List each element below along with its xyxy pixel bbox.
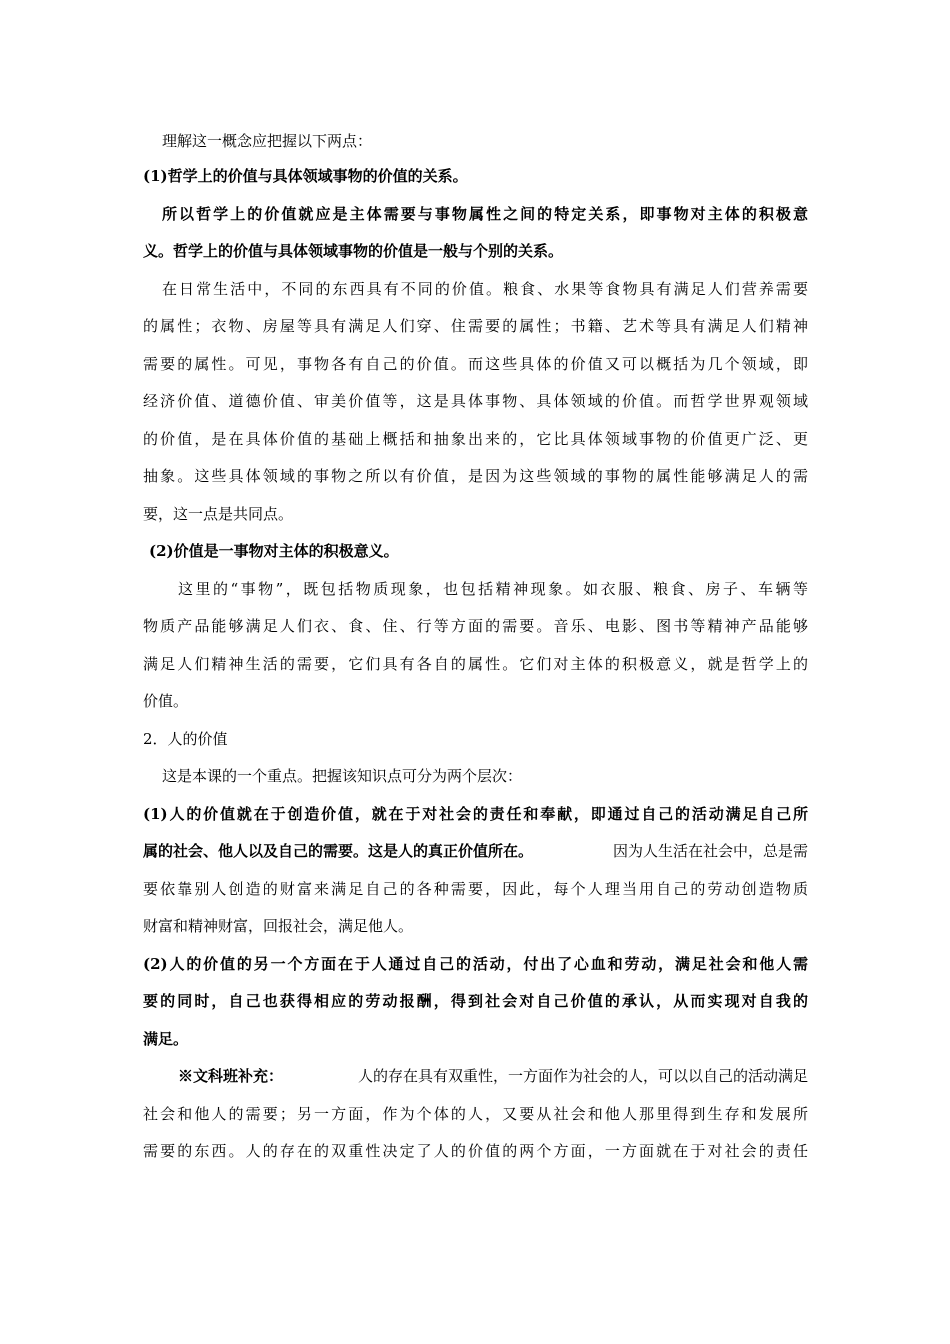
text-run: 人的存在具有双重性，一方面作为社会的人，可以以自己的活动满足 xyxy=(357,1067,808,1085)
paragraph-line: 财富和精神财富，回报社会，满足他人。 xyxy=(143,917,414,935)
paragraph-line: 的属性；衣物、房屋等具有满足人们穿、住需要的属性；书籍、艺术等具有满足人们精神 xyxy=(143,317,808,335)
paragraph-line: 物质产品能够满足人们衣、食、住、行等方面的需要。音乐、电影、图书等精神产品能够 xyxy=(143,617,808,635)
paragraph-line: 要依靠别人创造的财富来满足自己的各种需要，因此，每个人理当用自己的劳动创造物质 xyxy=(143,880,808,898)
section-heading: (1)哲学上的价值与具体领域事物的价值的关系。 xyxy=(143,167,468,185)
paragraph-line: 抽象。这些具体领域的事物之所以有价值，是因为这些领域的事物的属性能够满足人的需 xyxy=(143,467,808,485)
paragraph-line: 需要的属性。可见，事物各有自己的价值。而这些具体的价值又可以概括为几个领域，即 xyxy=(143,355,808,373)
supplement-label: ※文科班补充： xyxy=(178,1067,284,1085)
paragraph-line: 理解这一概念应把握以下两点： xyxy=(162,132,373,150)
section-heading: (2)价值是一事物对主体的积极意义。 xyxy=(149,542,399,560)
bold-run: 属的社会、他人以及自己的需要。这是人的真正价值所在。 xyxy=(143,842,534,860)
text-run: 因为人生活在社会中，总是需 xyxy=(612,842,808,860)
paragraph-line: 价值。 xyxy=(143,692,189,710)
paragraph-line: 的价值，是在具体价值的基础上概括和抽象出来的，它比具体领域事物的价值更广泛、更 xyxy=(143,430,808,448)
mixed-line xyxy=(178,1066,808,1086)
paragraph-line: 要，这一点是共同点。 xyxy=(143,505,294,523)
paragraph-line: 满足。 xyxy=(143,1030,189,1048)
section-title: 2．人的价值 xyxy=(143,730,228,748)
paragraph-line: 满足人们精神生活的需要，它们具有各自的属性。它们对主体的积极意义，就是哲学上的 xyxy=(143,655,808,673)
paragraph-line: 需要的东西。人的存在的双重性决定了人的价值的两个方面，一方面就在于对社会的责任 xyxy=(143,1142,808,1160)
paragraph-line: 这是本课的一个重点。把握该知识点可分为两个层次： xyxy=(162,767,523,785)
paragraph-line: 这里的“事物”，既包括物质现象，也包括精神现象。如衣服、粮食、房子、车辆等 xyxy=(178,580,808,598)
mixed-line xyxy=(143,841,808,861)
paragraph-line: (2)人的价值的另一个方面在于人通过自己的活动，付出了心血和劳动，满足社会和他人需 xyxy=(143,955,808,973)
paragraph-line: (1)人的价值就在于创造价值，就在于对社会的责任和奉献，即通过自己的活动满足自己所 xyxy=(143,805,808,823)
paragraph-line: 要的同时，自己也获得相应的劳动报酬，得到社会对自己价值的承认，从而实现对自我的 xyxy=(143,992,808,1010)
paragraph-line: 社会和他人的需要；另一方面，作为个体的人，又要从社会和他人那里得到生存和发展所 xyxy=(143,1105,808,1123)
paragraph-line: 经济价值、道德价值、审美价值等，这是具体事物、具体领域的价值。而哲学世界观领域 xyxy=(143,392,808,410)
paragraph-line: 所以哲学上的价值就应是主体需要与事物属性之间的特定关系，即事物对主体的积极意 xyxy=(162,205,808,223)
paragraph-line: 义。哲学上的价值与具体领域事物的价值是一般与个别的关系。 xyxy=(143,242,564,260)
paragraph-line: 在日常生活中，不同的东西具有不同的价值。粮食、水果等食物具有满足人们营养需要 xyxy=(162,280,808,298)
